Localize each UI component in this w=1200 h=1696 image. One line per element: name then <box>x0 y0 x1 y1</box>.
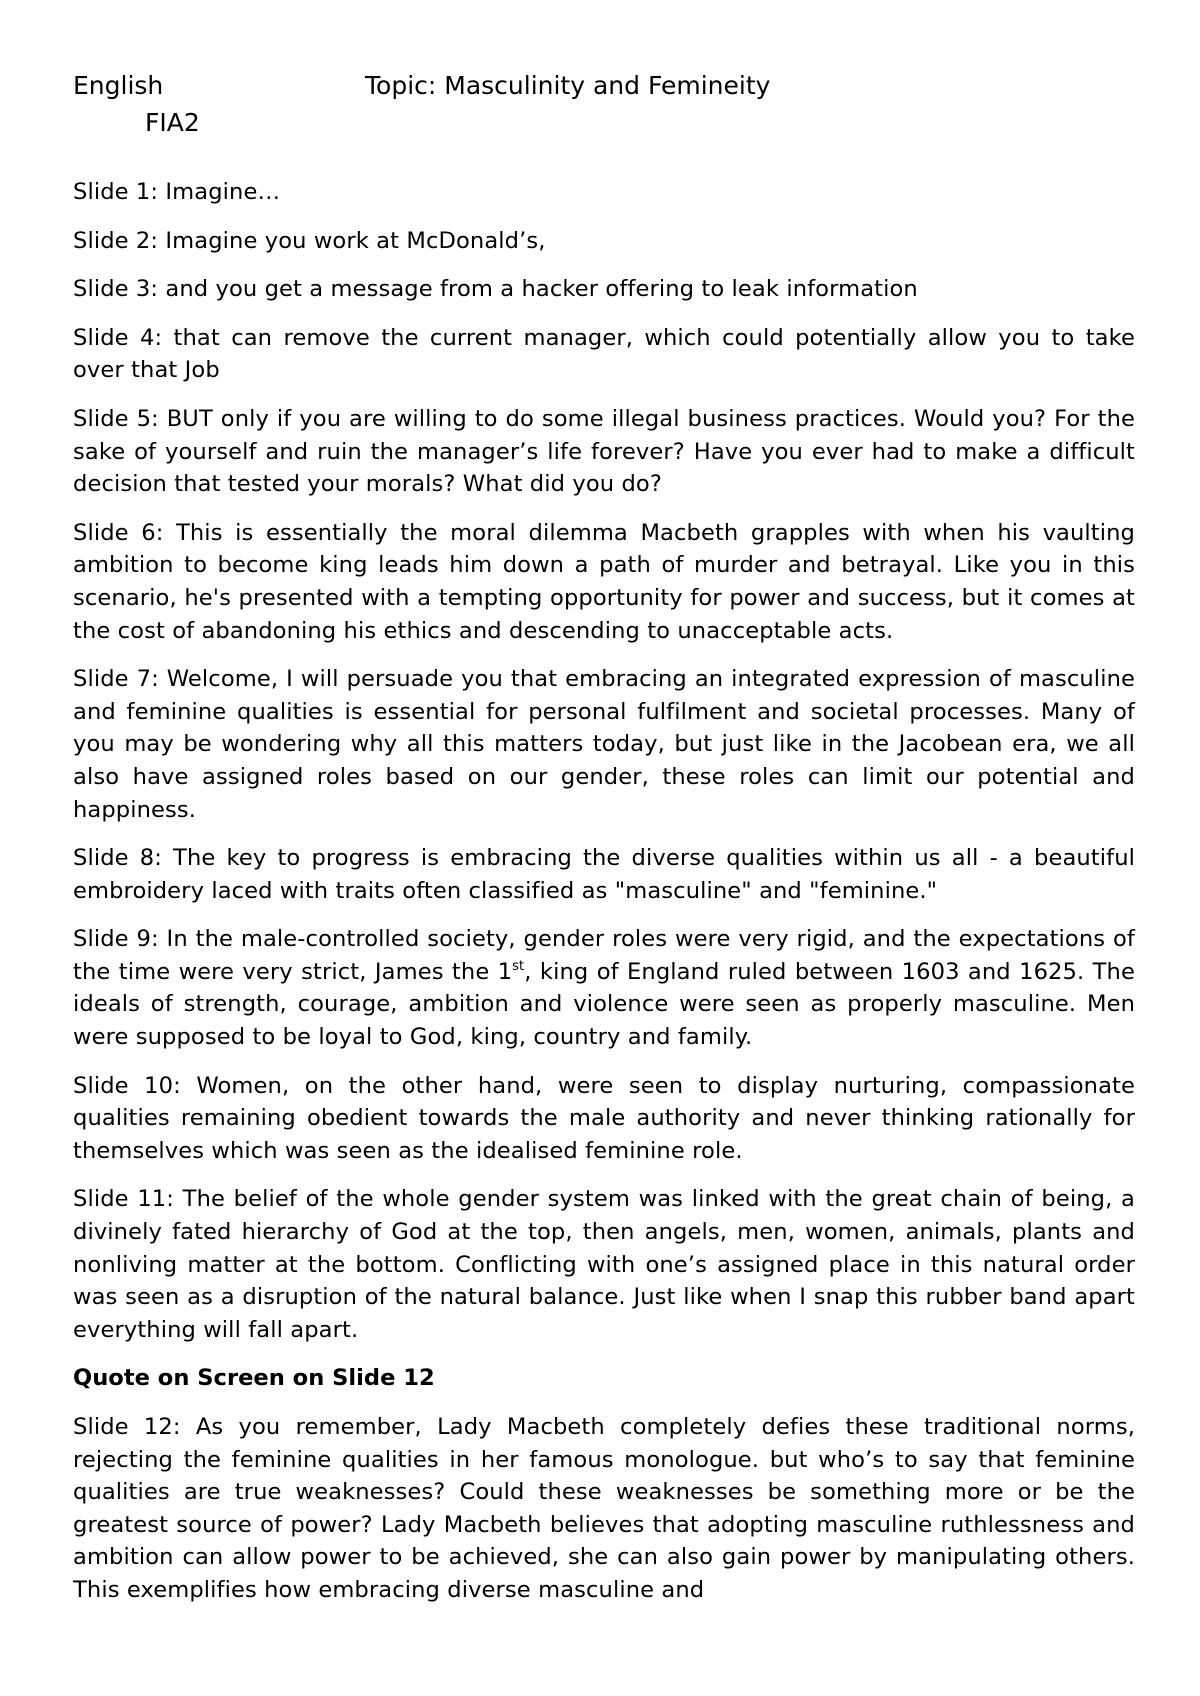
slide-2-paragraph: Slide 2: Imagine you work at McDonald’s, <box>73 227 546 254</box>
slide-7-paragraph: Slide 7: Welcome, I will persuade you that embracing an integrated expression of masculine and feminine qualities is essential for personal fulfilment and societal processes. Many of you may be wondering why all this matters today, but just like in the Jacobean era, we all also have assigned roles based on our gender, these roles can limit our potential and happiness. <box>73 666 1135 823</box>
slide-9-paragraph <box>73 923 1135 1053</box>
slide-8-paragraph: Slide 8: The key to progress is embracing the diverse qualities within us all - a beautiful embroidery laced with traits often classified as "masculine" and "feminine." <box>73 845 1135 904</box>
slide-3-paragraph: Slide 3: and you get a message from a hacker offering to leak information <box>73 276 918 303</box>
topic-title: Topic: Masculinity and Femineity <box>365 71 771 100</box>
slide-11-paragraph: Slide 11: The belief of the whole gender system was linked with the great chain of being, a divinely fated hierarchy of God at the top, then angels, men, women, animals, plants and nonliving matter at the bottom. Conflicting with one’s assigned place in this natural order was seen as a disruption of the natural balance. Just like when I snap this rubber band apart everything will fall apart. <box>73 1186 1135 1343</box>
slide-12-paragraph: Slide 12: As you remember, Lady Macbeth completely defies these traditional norms, rejecting the feminine qualities in her famous monologue. but who’s to say that feminine qualities are true weaknesses? Could these weaknesses be something more or be the greatest source of power? Lady Macbeth believes that adopting masculine ruthlessness and ambition can allow power to be achieved, she can also gain power by manipulating others. This exemplifies how embracing diverse masculine and <box>73 1414 1135 1603</box>
subject-label: English <box>73 71 164 100</box>
slide-1-paragraph: Slide 1: Imagine… <box>73 179 281 205</box>
slide-10-paragraph: Slide 10: Women, on the other hand, were seen to display nurturing, compassionate qualities remaining obedient towards the male authority and never thinking rationally for themselves which was seen as the idealised feminine role. <box>73 1072 1135 1164</box>
slide-5-paragraph: Slide 5: BUT only if you are willing to do some illegal business practices. Would you? For the sake of yourself and ruin the manager’s life forever? Have you ever had to make a difficult decision that tested your morals? What did you do? <box>73 405 1135 498</box>
document-header <box>73 68 1135 176</box>
slide-12-heading: Quote on Screen on Slide 12 <box>73 1365 435 1392</box>
assessment-code: FIA2 <box>145 108 200 137</box>
document-page <box>73 68 1135 1623</box>
slide-6-paragraph: Slide 6: This is essentially the moral dilemma Macbeth grapples with when his vaulting ambition to become king leads him down a path of murder and betrayal. Like you in this scenario, he's presented with a tempting opportunity for power and success, but it comes at the cost of abandoning his ethics and descending to unacceptable acts. <box>73 519 1135 644</box>
slide-9-text-end: , king of England ruled between 1603 and 1625. The ideals of strength, courage, ambition and violence were seen as properly masculine. Men were supposed to be loyal to God, king, country and family. <box>73 958 1135 1051</box>
slide-4-paragraph: Slide 4: that can remove the current manager, which could potentially allow you to take over that Job <box>73 324 1135 384</box>
ordinal-superscript: st <box>512 958 525 974</box>
slide-9-text-start: Slide 9: In the male-controlled society, gender roles were very rigid, and the expectations of the time were very strict, James the 1 <box>73 926 1135 985</box>
